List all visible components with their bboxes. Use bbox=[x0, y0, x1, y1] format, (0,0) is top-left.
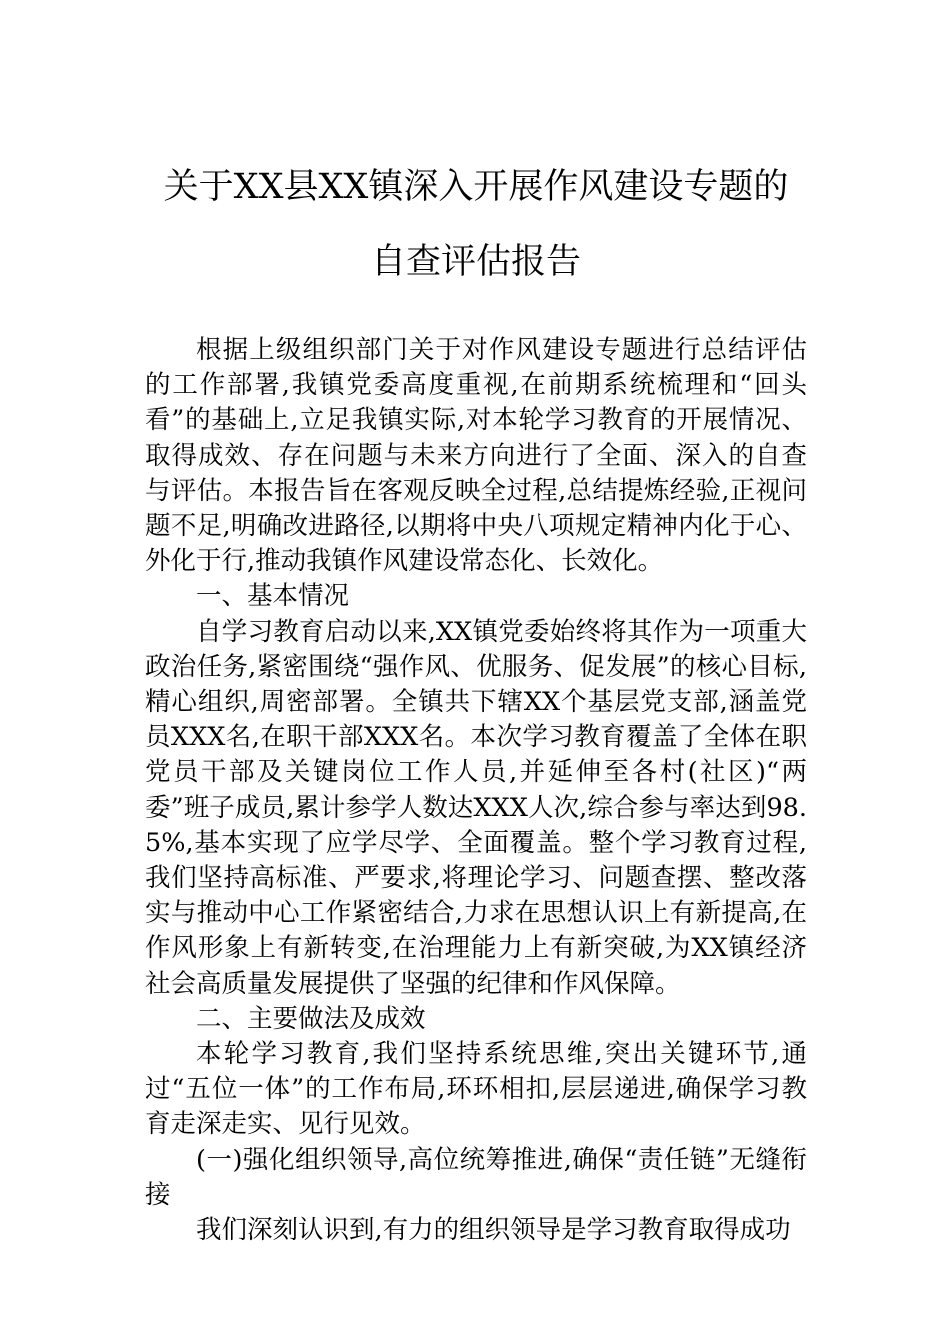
intro-paragraph: 根据上级组织部门关于对作风建设专题进行总结评估的工作部署,我镇党委高度重视,在前期系统梳理和“回头看”的基础上,立足我镇实际,对本轮学习教育的开展情况、取得成效、存在问题与未来方向进行了全面、深入的自查与评估。本报告旨在客观反映全过程,总结提炼经验,正视问题不足,明确改进路径,以期将中央八项规定精神内化于心、外化于行,推动我镇作风建设常态化、长效化。 bbox=[145, 335, 807, 577]
section-2-paragraph: 本轮学习教育,我们坚持系统思维,突出关键环节,通过“五位一体”的工作布局,环环相扣,层层递进,确保学习教育走深走实、见行见效。 bbox=[145, 1039, 807, 1140]
subsection-1-heading: (一)强化组织领导,高位统筹推进,确保“责任链”无缝衔接 bbox=[145, 1144, 807, 1210]
section-1-paragraph: 自学习教育启动以来,XX镇党委始终将其作为一项重大政治任务,紧密围绕“强作风、优服务、促发展”的核心目标,精心组织,周密部署。全镇共下辖XX个基层党支部,涵盖党员XXX名,在职干部XXX名。本次学习教育覆盖了全体在职党员干部及关键岗位工作人员,并延伸至各村(社区)“两委”班子成员,累计参学人数达XXX人次,综合参与率达到98.5%,基本实现了应学尽学、全面覆盖。整个学习教育过程,我们坚持高标准、严要求,将理论学习、问题查摆、整改落实与推动中心工作紧密结合,力求在思想认识上有新提高,在作风形象上有新转变,在治理能力上有新突破,为XX镇经济社会高质量发展提供了坚强的纪律和作风保障。 bbox=[145, 616, 807, 999]
section-2-heading: 二、主要做法及成效 bbox=[196, 1003, 426, 1034]
document-body bbox=[145, 333, 807, 1248]
section-1-heading: 一、基本情况 bbox=[196, 581, 350, 612]
title-line-1: 关于XX县XX镇深入开展作风建设专题的 bbox=[163, 167, 789, 207]
subsection-1-paragraph: 我们深刻认识到,有力的组织领导是学习教育取得成功 bbox=[196, 1215, 791, 1246]
document-title bbox=[145, 150, 807, 300]
document-page bbox=[145, 150, 807, 1248]
title-line-2: 自查评估报告 bbox=[370, 242, 581, 282]
